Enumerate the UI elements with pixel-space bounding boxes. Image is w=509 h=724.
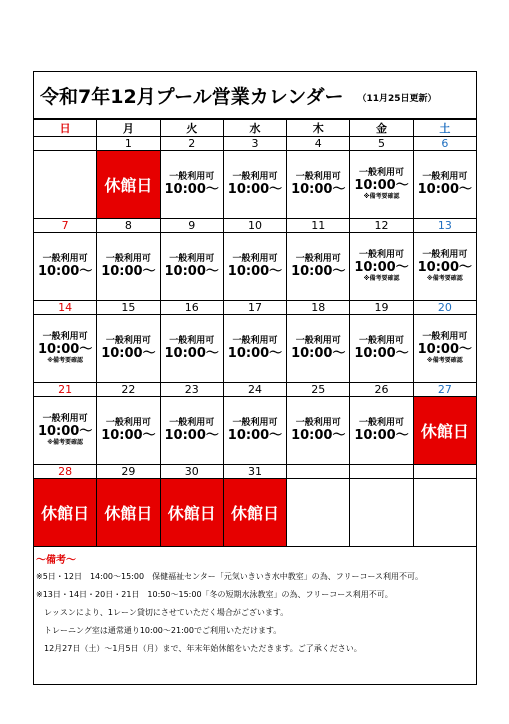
date-number: 31 [223, 465, 286, 479]
closed-day-cell: 休館日 [97, 479, 160, 547]
open-time: 10:00～ [291, 182, 346, 197]
date-number-row [34, 383, 477, 397]
open-time: 10:00～ [37, 264, 93, 279]
open-day-cell [287, 315, 350, 383]
open-day-cell [160, 315, 223, 383]
open-label: 一般利用可 [169, 336, 215, 346]
date-number [413, 465, 476, 479]
note-item: ※13日・14日・20日・21日 10:50～15:00「冬の短期水泳教室」の為、フリーコース利用不可。 [36, 590, 393, 599]
open-day-cell [413, 315, 476, 383]
open-time: 10:00～ [354, 428, 409, 443]
open-label: 一般利用可 [359, 336, 405, 346]
date-number-row [34, 301, 477, 315]
note-mark: ※備考要確認 [47, 439, 84, 446]
open-day-cell [287, 397, 350, 465]
date-number [350, 465, 413, 479]
date-number [287, 465, 350, 479]
date-number: 24 [223, 383, 286, 397]
open-day-cell [34, 315, 97, 383]
open-day-cell [350, 151, 413, 219]
date-number: 6 [413, 137, 476, 151]
open-label: 一般利用可 [295, 336, 341, 346]
day-status-row [34, 315, 477, 383]
open-day-cell [350, 233, 413, 301]
date-number: 5 [350, 137, 413, 151]
date-number-row [34, 219, 477, 233]
open-time: 10:00～ [164, 346, 219, 361]
date-number: 9 [160, 219, 223, 233]
open-day-cell [350, 397, 413, 465]
weekday-sun: 日 [34, 120, 97, 137]
open-day-cell [97, 233, 160, 301]
closed-day-cell: 休館日 [413, 397, 476, 465]
open-time: 10:00～ [101, 264, 156, 279]
date-number: 18 [287, 301, 350, 315]
open-label: 一般利用可 [169, 254, 215, 264]
date-number: 11 [287, 219, 350, 233]
day-status-row [34, 151, 477, 219]
note-mark: ※備考要確認 [363, 193, 400, 200]
open-time: 10:00～ [417, 342, 473, 357]
note-mark: ※備考要確認 [47, 357, 84, 364]
date-number: 12 [350, 219, 413, 233]
open-day-cell [34, 397, 97, 465]
closed-day-cell: 休館日 [160, 479, 223, 547]
empty-day-cell [287, 479, 350, 547]
date-number: 7 [34, 219, 97, 233]
date-number: 2 [160, 137, 223, 151]
date-number: 27 [413, 383, 476, 397]
page-title: 令和7年12月プール営業カレンダー [40, 85, 344, 108]
open-time: 10:00～ [291, 264, 346, 279]
title-row [34, 72, 476, 119]
date-number: 14 [34, 301, 97, 315]
open-label: 一般利用可 [105, 254, 151, 264]
note-mark: ※備考要確認 [426, 357, 463, 364]
open-label: 一般利用可 [169, 418, 215, 428]
open-day-cell [413, 151, 476, 219]
closed-day-cell: 休館日 [34, 479, 97, 547]
open-label: 一般利用可 [295, 172, 341, 182]
calendar-table [33, 119, 477, 547]
open-day-cell [160, 397, 223, 465]
date-number: 3 [223, 137, 286, 151]
updated-date: （11月25日更新） [357, 93, 437, 104]
empty-day-cell [34, 151, 97, 219]
open-time: 10:00～ [227, 428, 283, 443]
open-label: 一般利用可 [42, 254, 88, 264]
closed-day-cell: 休館日 [223, 479, 286, 547]
open-day-cell [223, 151, 286, 219]
date-number: 4 [287, 137, 350, 151]
day-status-row [34, 397, 477, 465]
open-day-cell [223, 315, 286, 383]
date-number: 29 [97, 465, 160, 479]
weekday-wed: 水 [223, 120, 286, 137]
date-number: 15 [97, 301, 160, 315]
date-number: 21 [34, 383, 97, 397]
open-day-cell [287, 233, 350, 301]
open-label: 一般利用可 [232, 172, 278, 182]
open-time: 10:00～ [354, 178, 409, 193]
open-label: 一般利用可 [359, 418, 405, 428]
date-number: 8 [97, 219, 160, 233]
open-time: 10:00～ [291, 428, 346, 443]
date-number: 13 [413, 219, 476, 233]
date-number: 25 [287, 383, 350, 397]
date-number: 17 [223, 301, 286, 315]
open-label: 一般利用可 [42, 414, 88, 424]
note-item: トレーニング室は通常通り10:00～21:00でご利用いただけます。 [44, 626, 282, 635]
empty-day-cell [350, 479, 413, 547]
date-number: 23 [160, 383, 223, 397]
open-time: 10:00～ [101, 346, 156, 361]
open-time: 10:00～ [164, 428, 219, 443]
open-label: 一般利用可 [232, 336, 278, 346]
weekday-mon: 月 [97, 120, 160, 137]
open-label: 一般利用可 [295, 418, 341, 428]
open-time: 10:00～ [227, 182, 283, 197]
note-item: レッスンにより、1レーン貸切にさせていただく場合がございます。 [44, 608, 289, 617]
open-label: 一般利用可 [422, 172, 468, 182]
open-day-cell [223, 233, 286, 301]
date-number: 16 [160, 301, 223, 315]
open-time: 10:00～ [164, 264, 219, 279]
date-number: 10 [223, 219, 286, 233]
open-time: 10:00～ [354, 346, 409, 361]
open-label: 一般利用可 [105, 336, 151, 346]
weekday-thu: 木 [287, 120, 350, 137]
open-time: 10:00～ [417, 260, 473, 275]
day-status-row [34, 479, 477, 547]
open-label: 一般利用可 [422, 250, 468, 260]
open-time: 10:00～ [291, 346, 346, 361]
note-mark: ※備考要確認 [363, 275, 400, 282]
open-day-cell [350, 315, 413, 383]
open-day-cell [97, 397, 160, 465]
date-number: 22 [97, 383, 160, 397]
empty-day-cell [413, 479, 476, 547]
note-item: ※5日・12日 14:00～15:00 保健福祉センター「元気いきいき水中教室」の為、フリーコース利用不可。 [36, 572, 424, 581]
date-number [34, 137, 97, 151]
day-status-row [34, 233, 477, 301]
open-time: 10:00～ [37, 342, 93, 357]
open-day-cell [413, 233, 476, 301]
open-day-cell [97, 315, 160, 383]
weekday-fri: 金 [350, 120, 413, 137]
date-number: 30 [160, 465, 223, 479]
note-item: 12月27日（土）～1月5日（月）まで、年末年始休館をいただきます。ご了承ください。 [44, 644, 362, 653]
open-time: 10:00～ [37, 424, 93, 439]
open-time: 10:00～ [101, 428, 156, 443]
open-label: 一般利用可 [105, 418, 151, 428]
date-number-row [34, 465, 477, 479]
open-day-cell [34, 233, 97, 301]
open-label: 一般利用可 [42, 332, 88, 342]
date-number: 26 [350, 383, 413, 397]
open-day-cell [223, 397, 286, 465]
open-day-cell [287, 151, 350, 219]
open-label: 一般利用可 [359, 168, 405, 178]
weekday-header-row [34, 120, 477, 137]
open-time: 10:00～ [417, 182, 473, 197]
open-time: 10:00～ [164, 182, 219, 197]
open-label: 一般利用可 [295, 254, 341, 264]
note-mark: ※備考要確認 [426, 275, 463, 282]
weekday-tue: 火 [160, 120, 223, 137]
open-label: 一般利用可 [422, 332, 468, 342]
open-time: 10:00～ [227, 264, 283, 279]
open-day-cell [160, 233, 223, 301]
closed-day-cell: 休館日 [97, 151, 160, 219]
date-number: 19 [350, 301, 413, 315]
weekday-sat: 土 [413, 120, 476, 137]
open-label: 一般利用可 [169, 172, 215, 182]
open-time: 10:00～ [227, 346, 283, 361]
open-label: 一般利用可 [232, 418, 278, 428]
open-time: 10:00～ [354, 260, 409, 275]
date-number: 20 [413, 301, 476, 315]
date-number: 28 [34, 465, 97, 479]
date-number-row [34, 137, 477, 151]
open-label: 一般利用可 [232, 254, 278, 264]
open-label: 一般利用可 [359, 250, 405, 260]
calendar-sheet [33, 71, 477, 685]
open-day-cell [160, 151, 223, 219]
notes-section [34, 547, 476, 654]
notes-title: ～備考～ [36, 555, 76, 566]
date-number: 1 [97, 137, 160, 151]
